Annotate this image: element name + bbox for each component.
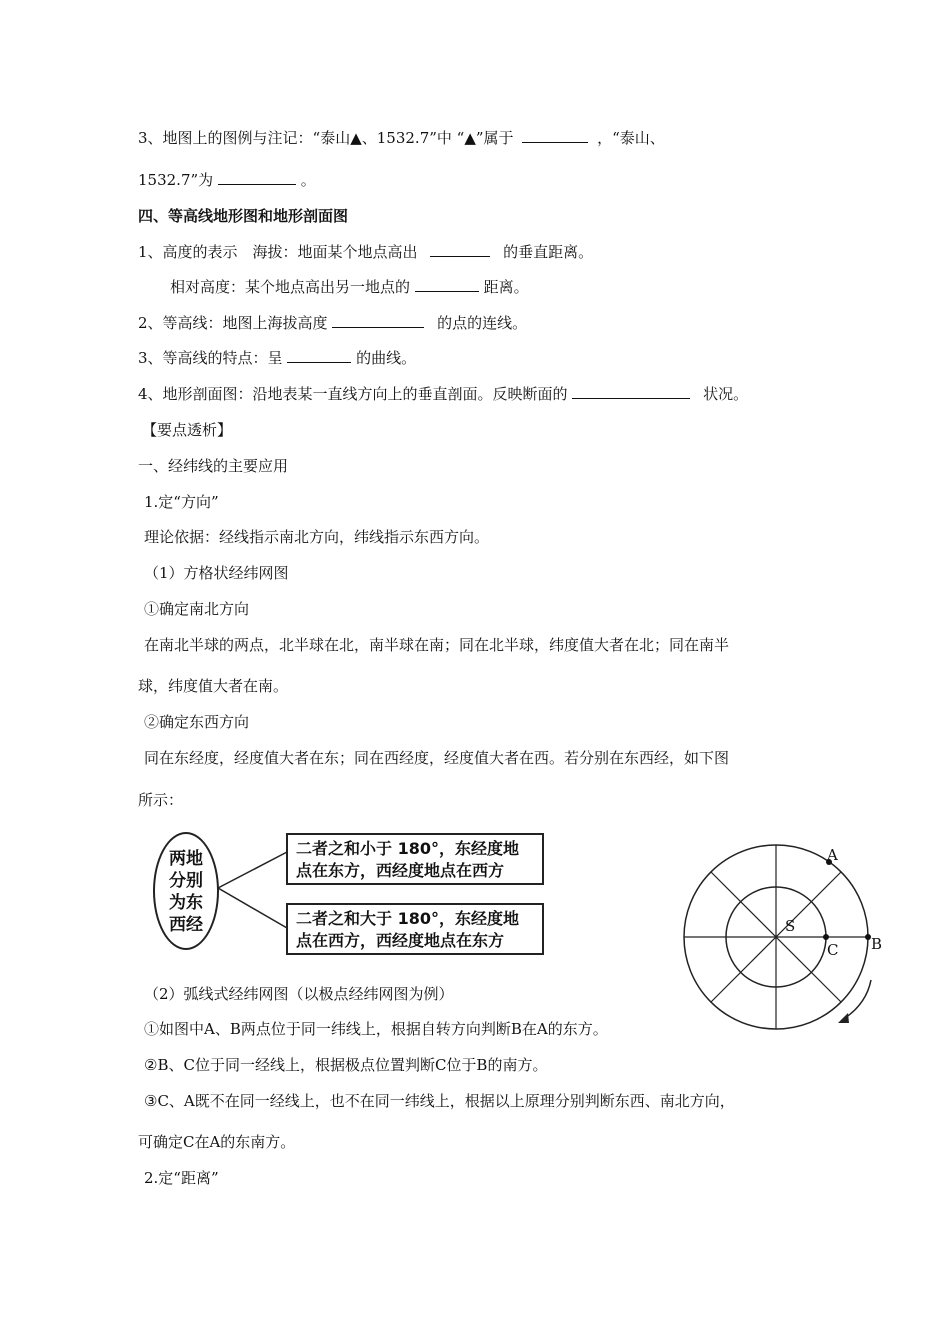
label-a: A: [827, 846, 838, 864]
item-contour-feature: 3、等高线的特点：呈 的曲线。: [138, 349, 417, 367]
direction-title: 1.定“方向”: [144, 493, 219, 511]
item-height: 1、高度的表示 海拔：地面某个地点高出 的垂直距离。: [138, 243, 594, 261]
label-s: S: [785, 917, 796, 935]
ew-text-1: 同在东经度，经度值大者在东；同在西经度，经度值大者在西。若分别在东西经，如下图: [144, 749, 730, 767]
ew-text-2: 所示：: [138, 791, 184, 809]
polar-point-3a: ③C、A既不在同一经线上，也不在同一纬线上，根据以上原理分别判断东西、南北方向，: [144, 1092, 735, 1110]
diagram-box-less-180: 二者之和小于 180°，东经度地 点在东方，西经度地点在西方: [286, 833, 544, 885]
diagram-box-more-180: 二者之和大于 180°，东经度地 点在西方，西经度地点在东方: [286, 903, 544, 955]
meridian-lines: [684, 845, 868, 1029]
label-b: B: [871, 935, 883, 953]
distance-title: 2.定“距离”: [144, 1169, 219, 1187]
diagram-oval: 两地 分别 为东 西经: [153, 832, 219, 950]
item-contour: 2、等高线：地图上海拔高度 的点的连线。: [138, 314, 528, 332]
polar-point-3b: 可确定C在A的东南方。: [138, 1133, 296, 1151]
rotation-arrow: [842, 980, 871, 1020]
polar-point-1: ①如图中A、B两点位于同一纬线上，根据自转方向判断B在A的东方。: [144, 1020, 608, 1038]
item-relative-height: 相对高度：某个地点高出另一地点的 距离。: [170, 278, 529, 296]
ew-heading: ②确定东西方向: [144, 713, 250, 731]
item-3-legend: 3、地图上的图例与注记：“泰山▲、1532.7”中 “▲”属于 ，“泰山、: [138, 129, 665, 147]
section-1-heading: 一、经纬线的主要应用: [138, 457, 289, 475]
theory-basis: 理论依据：经线指示南北方向，纬线指示东西方向。: [144, 528, 490, 546]
grid-type-2: （2）弧线式经纬网图（以极点经纬网图为例）: [144, 985, 454, 1003]
section-heading-4: 四、等高线地形图和地形剖面图: [138, 207, 349, 225]
item-3-legend-cont: 1532.7”为 。: [138, 171, 316, 189]
item-profile: 4、地形剖面图：沿地表某一直线方向上的垂直剖面。反映断面的 状况。: [138, 385, 749, 403]
point-c: [823, 934, 829, 940]
ns-text-1: 在南北半球的两点，北半球在北，南半球在南；同在北半球，纬度值大者在北；同在南半: [144, 636, 730, 654]
ns-heading: ①确定南北方向: [144, 600, 250, 618]
ns-text-2: 球，纬度值大者在南。: [138, 677, 289, 695]
polar-point-2: ②B、C位于同一经线上，根据极点位置判断C位于B的南方。: [144, 1056, 548, 1074]
label-c: C: [827, 941, 839, 959]
rotation-arrowhead: [838, 1013, 849, 1023]
keypoints-heading: 【要点透析】: [142, 421, 233, 439]
grid-type-1: （1）方格状经纬网图: [144, 564, 289, 582]
